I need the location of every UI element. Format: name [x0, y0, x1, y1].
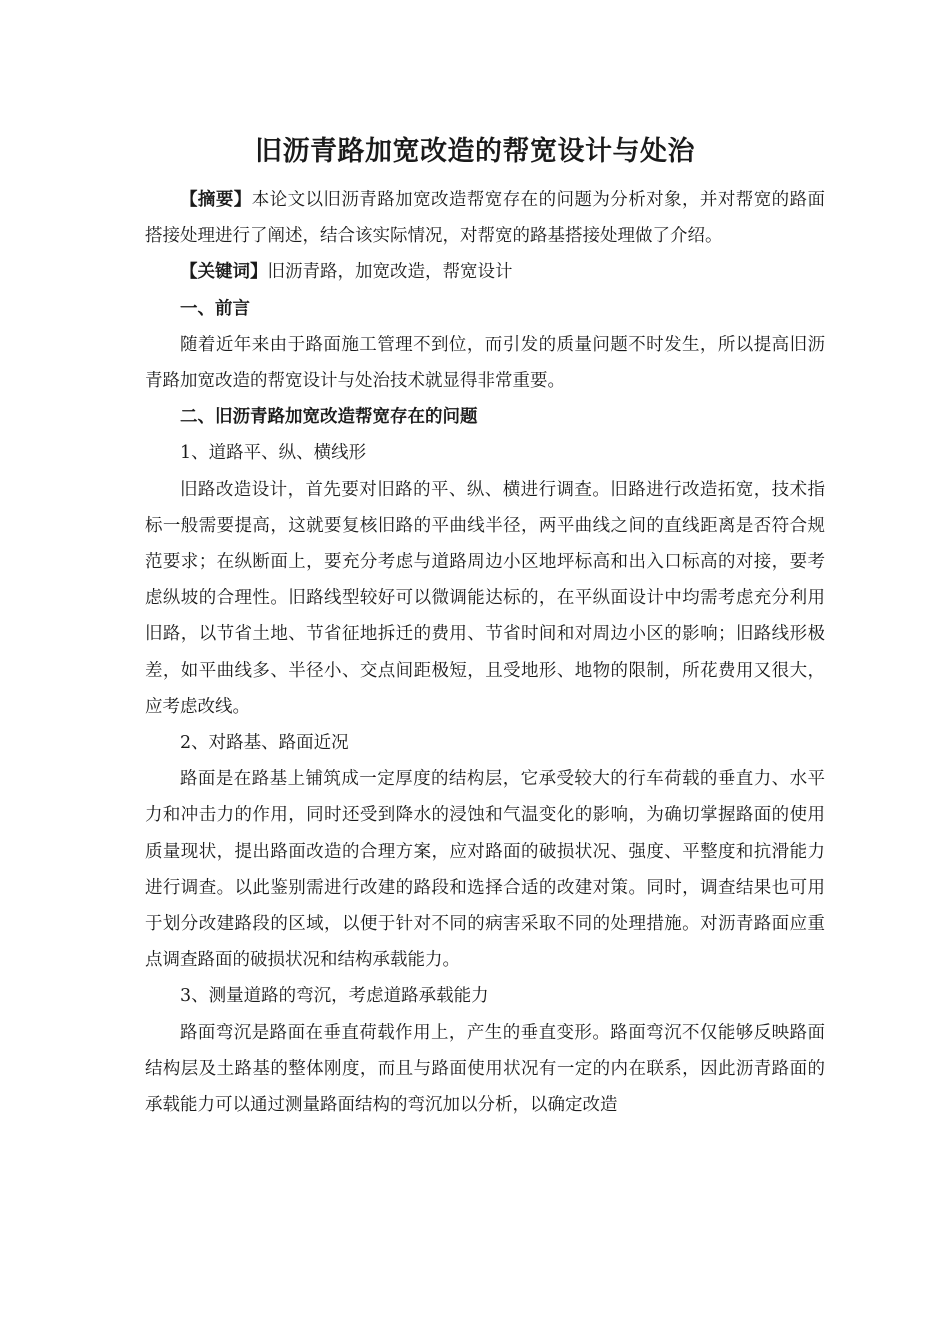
abstract-paragraph [145, 182, 825, 254]
document-title: 旧沥青路加宽改造的帮宽设计与处治 [255, 136, 695, 167]
alignment-paragraph: 旧路改造设计，首先要对旧路的平、纵、横进行调查。旧路进行改造拓宽，技术指标一般需要提高，这就要复核旧路的平曲线半径，两平曲线之间的直线距离是否符合规范要求；在纵断面上，要充分考虑与道路周边小区地坪标高和出入口标高的对接，要考虑纵坡的合理性。旧路线型较好可以微调能达标的，在平纵面设计中均需考虑充分利用旧路，以节省土地、节省征地拆迁的费用、节省时间和对周边小区的影响；旧路线形极差，如平曲线多、半径小、交点间距极短，且受地形、地物的限制，所花费用又很大，应考虑改线。 [145, 479, 825, 717]
section-heading-problems: 二、旧沥青路加宽改造帮宽存在的问题 [180, 407, 478, 428]
deflection-paragraph: 路面弯沉是路面在垂直荷载作用上，产生的垂直变形。路面弯沉不仅能够反映路面结构层及土路基的整体刚度，而且与路面使用状况有一定的内在联系，因此沥青路面的承载能力可以通过测量路面结构的弯沉加以分析，以确定改造 [145, 1022, 825, 1116]
abstract-label: 【摘要】 [180, 190, 252, 210]
subsection-heading-subgrade: 2、对路基、路面近况 [180, 733, 349, 754]
document-body [145, 182, 825, 1123]
section-heading-preface: 一、前言 [180, 298, 250, 319]
subgrade-paragraph: 路面是在路基上铺筑成一定厚度的结构层，它承受较大的行车荷载的垂直力、水平力和冲击力的作用，同时还受到降水的浸蚀和气温变化的影响，为确切掌握路面的使用质量现状，提出路面改造的合理方案，应对路面的破损状况、强度、平整度和抗滑能力进行调查。以此鉴别需进行改建的路段和选择合适的改建对策。同时，调查结果也可用于划分改建路段的区域，以便于针对不同的病害采取不同的处理措施。对沥青路面应重点调查路面的破损状况和结构承载能力。 [145, 769, 825, 971]
keywords-text: 旧沥青路，加宽改造，帮宽设计 [267, 262, 513, 283]
subsection-heading-deflection: 3、测量道路的弯沉，考虑道路承载能力 [180, 986, 489, 1007]
keywords-paragraph [145, 254, 825, 290]
abstract-text: 本论文以旧沥青路加宽改造帮宽存在的问题为分析对象，并对帮宽的路面搭接处理进行了阐述，结合该实际情况，对帮宽的路基搭接处理做了介绍。 [145, 190, 826, 247]
preface-paragraph: 随着近年来由于路面施工管理不到位，而引发的质量问题不时发生，所以提高旧沥青路加宽改造的帮宽设计与处治技术就显得非常重要。 [145, 334, 825, 392]
keywords-label: 【关键词】 [180, 262, 268, 283]
subsection-heading-alignment: 1、道路平、纵、横线形 [180, 443, 367, 464]
